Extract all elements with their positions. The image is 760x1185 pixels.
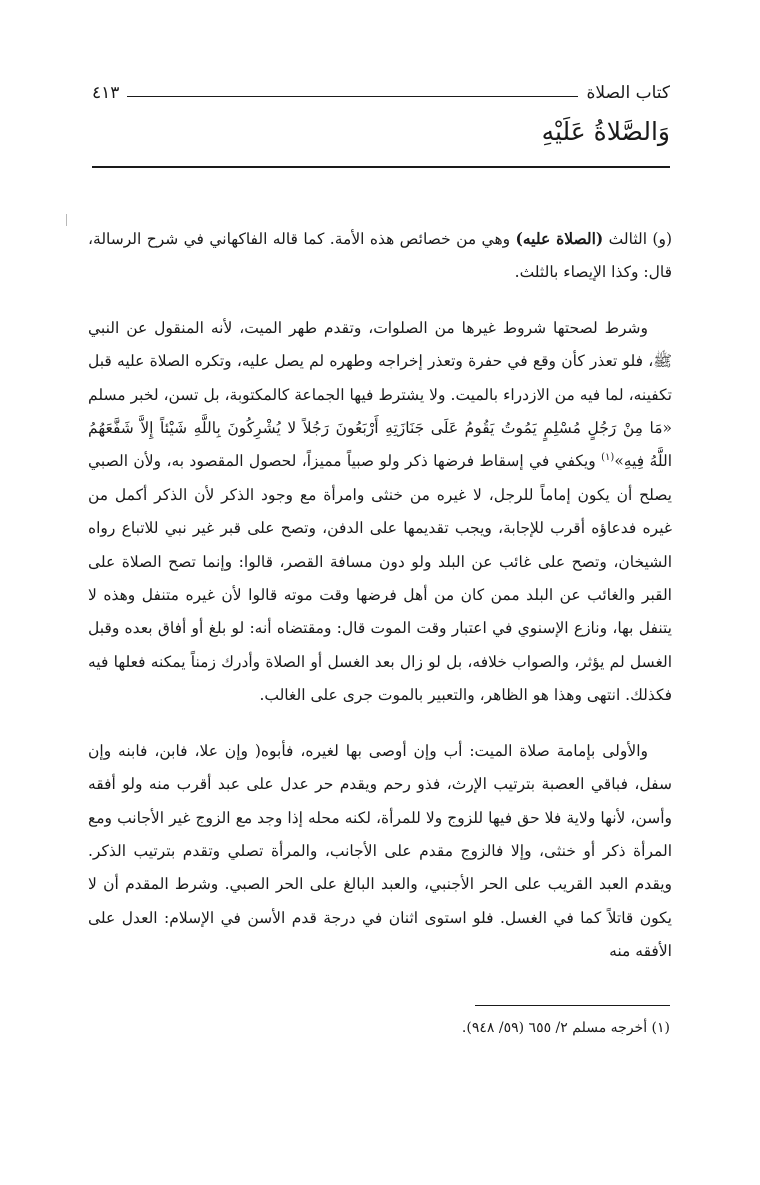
- running-title: كتاب الصلاة: [586, 83, 670, 103]
- footnote: (١) أخرجه مسلم ٢/ ٦٥٥ (٥٩/ ٩٤٨).: [461, 1020, 670, 1036]
- heading-rule: [92, 166, 670, 168]
- paragraph-2: [88, 312, 672, 713]
- running-header: [92, 80, 670, 106]
- section-heading: وَالصَّلاةُ عَلَيْهِ: [541, 117, 670, 146]
- paragraph-text: وشرط لصحتها شروط غيرها من الصلوات، وتقدم طهر الميت، لأنه المنقول عن النبي ﷺ، فلو تعذر كأن وقع في حفرة وتعذر إخراجه وطهره لم يصل عليه، وتكره الصلاة عليه قبل تكفينه، لما فيه من الازدراء بالميت. ولا يشترط فيها الجماعة كالمكتوبة، بل تسن، لخبر مسلم «مَا مِنْ رَجُلٍ مُسْلِمٍ يَمُوتُ يَقُومُ عَلَى جَنَازَتِهِ أَرْبَعُونَ رَجُلاً لا يُشْرِكُونَ بِاللَّهِ شَيْئاً إِلاَّ شَفَّعَهُمُ اللَّهُ فِيهِ»: [88, 318, 672, 471]
- paragraph-lead: (و) الثالث: [608, 230, 672, 248]
- paragraph-text: والأولى بإمامة صلاة الميت: أب وإن أوصى بها لغيره، فأبوه( وإن علا، فابن، فابنه وإن سفل، فباقي العصبة بترتيب الإرث، فذو رحم ويقدم حر عدل على عبد أقرب منه ولو أفقه وأسن، لأنها ولاية فلا حق فيها للزوج ولا للمرأة، لكنه محله إذا وجد مع الزوج غير الأجانب ومع المرأة ذكر أو خنثى، وإلا فالزوج مقدم على الأجانب، والمرأة تصلي وتقدم بترتيب الذكر. ويقدم العبد القريب على الحر الأجنبي، والعبد البالغ على الحر الصبي. وشرط المقدم أن لا يكون قاتلاً كما في الغسل. فلو استوى اثنان في درجة قدم الأسن في الإسلام: العدل على الأفقه منه: [88, 741, 672, 961]
- page-number: ٤١٣: [92, 83, 120, 103]
- paragraph-1: [88, 222, 672, 290]
- paragraph-text-continued: ويكفي في إسقاط فرضها ذكر ولو صبياً مميزاً، لحصول المقصود به، ولأن الصبي يصلح أن يكون إماماً للرجل، لا غيره من خنثى وامرأة مع وجود الذكر لأن الذكر أكمل من غيره فدعاؤه أقرب للإجابة، ويجب تقديمها على الدفن، وتصح على قبر غير نبي للاتباع رواه الشيخان، وتصح على غائب عن البلد ولو دون مسافة القصر، قالوا: وإنما تصح الصلاة على القبر والغائب عن البلد ممن كان من أهل فرضها وقت موته قالوا لأن غيره متنفل وهذه لا يتنفل بها، ونازع الإسنوي في اعتبار وقت الموت قال: ومقتضاه أنه: لو بلغ أو أفاق بعده وقبل الغسل لم يؤثر، والصواب خلافه، بل لو زال بعد الغسل أو الصلاة وأدرك زمناً يمكنه فعلها فيه فكذلك. انتهى وهذا هو الظاهر، والتعبير بالموت جرى على الغالب.: [88, 452, 672, 705]
- footnote-marker[interactable]: (١): [601, 452, 615, 464]
- paragraph-3: [88, 735, 672, 969]
- bold-term: (الصلاة عليه): [515, 229, 604, 248]
- margin-mark: [66, 214, 67, 226]
- footnote-rule: [475, 1005, 670, 1006]
- header-rule: [127, 96, 578, 97]
- paragraph-text: وهي من خصائص هذه الأمة. كما قاله الفاكهاني في شرح الرسالة، قال: وكذا الإيصاء بالثلث.: [88, 230, 672, 282]
- body-text: [88, 222, 672, 969]
